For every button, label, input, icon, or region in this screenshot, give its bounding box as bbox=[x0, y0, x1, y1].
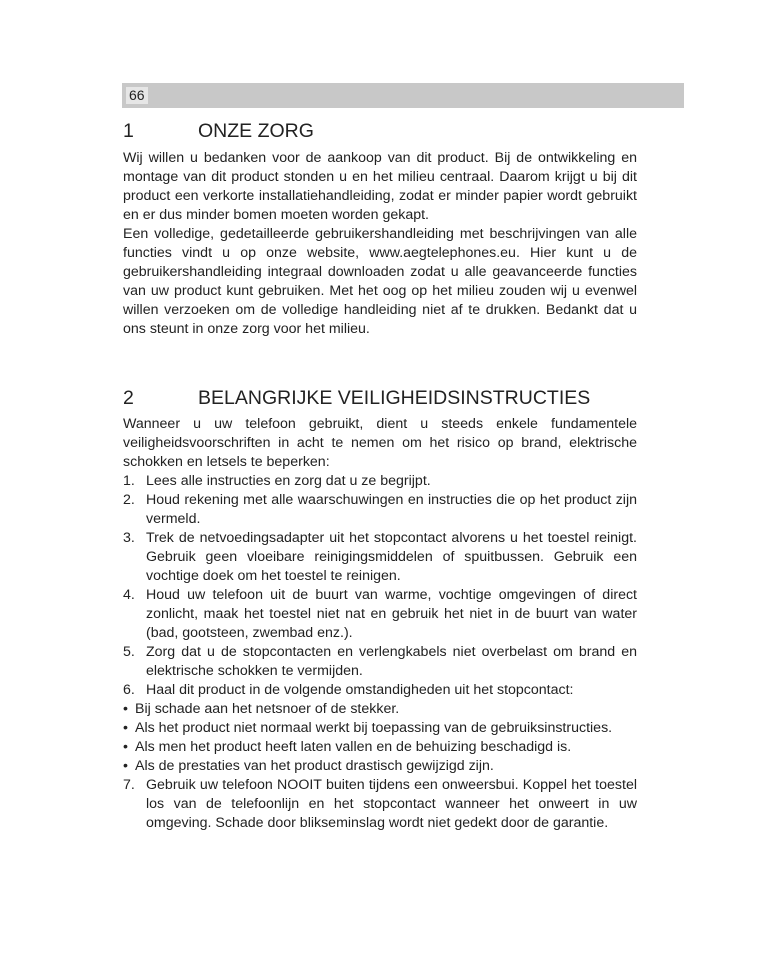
list-item bbox=[123, 491, 637, 529]
bullet-text: Als men het product heeft laten vallen en de behuizing beschadigd is. bbox=[135, 739, 572, 755]
bullet-marker: • bbox=[123, 758, 128, 774]
numbered-list bbox=[123, 472, 637, 700]
list-item bbox=[123, 776, 637, 833]
list-marker: 5. bbox=[123, 644, 135, 660]
paragraph: Een volledige, gedetailleerde gebruikershandleiding met beschrijvingen van alle functies vindt u op onze website, www.aegtelephones.eu. Hier kunt u de gebruikershandleiding integraal downloaden zodat u alle geavanceerde functies van uw product kunt gebruiken. Met het oog op het milieu zouden wij u evenwel willen verzoeken om de volledige handleiding niet af te drukken. Bedankt dat u ons steunt in onze zorg voor het milieu. bbox=[123, 226, 637, 337]
page-header-bar bbox=[122, 83, 684, 108]
list-marker: 6. bbox=[123, 682, 135, 698]
page-number: 66 bbox=[126, 87, 148, 104]
section-number: 1 bbox=[123, 120, 134, 142]
list-item-text: Haal dit product in de volgende omstandigheden uit het stopcontact: bbox=[146, 682, 574, 698]
list-marker: 3. bbox=[123, 530, 135, 546]
list-item bbox=[123, 643, 637, 681]
list-item-text: Houd uw telefoon uit de buurt van warme, vochtige omgevingen of direct zonlicht, maak het toestel niet nat en gebruik het niet in de buurt van water (bad, gootsteen, zwembad enz.). bbox=[146, 587, 637, 641]
bullet-text: Als het product niet normaal werkt bij toepassing van de gebruiksinstructies. bbox=[135, 720, 613, 736]
list-item bbox=[123, 529, 637, 586]
bullet-marker: • bbox=[123, 720, 128, 736]
paragraph: Wij willen u bedanken voor de aankoop van dit product. Bij de ontwikkeling en montage van dit product stonden u en het milieu centraal. Daarom krijgt u bij dit product een verkorte installatiehandleiding, zodat er minder papier wordt gebruikt en er dus minder bomen moeten worden gekapt. bbox=[123, 150, 637, 223]
bullet-text: Bij schade aan het netsnoer of de stekker. bbox=[135, 701, 400, 717]
section-safety-instructions bbox=[123, 387, 637, 833]
intro-paragraph: Wanneer u uw telefoon gebruikt, dient u steeds enkele fundamentele veiligheidsvoorschriften in acht te nemen om het risico op brand, elektrische schokken en letsels te beperken: bbox=[123, 416, 637, 470]
list-marker: 2. bbox=[123, 492, 135, 508]
section-title: ONZE ZORG bbox=[198, 120, 314, 142]
list-item bbox=[123, 586, 637, 643]
list-marker: 7. bbox=[123, 777, 135, 793]
bullet-item bbox=[123, 719, 637, 738]
bullet-list bbox=[123, 700, 637, 776]
bullet-item bbox=[123, 700, 637, 719]
bullet-item bbox=[123, 757, 637, 776]
bullet-item bbox=[123, 738, 637, 757]
list-item-text: Trek de netvoedingsadapter uit het stopcontact alvorens u het toestel reinigt. Gebruik geen vloeibare reinigingsmiddelen of spuitbussen. Gebruik een vochtige doek om het toestel te reinigen. bbox=[146, 530, 637, 584]
list-item bbox=[123, 472, 637, 491]
section-our-care bbox=[123, 120, 637, 339]
section-title: BELANGRIJKE VEILIGHEIDSINSTRUCTIES bbox=[198, 387, 591, 409]
list-marker: 1. bbox=[123, 473, 135, 489]
list-item-text: Lees alle instructies en zorg dat u ze begrijpt. bbox=[146, 473, 431, 489]
numbered-list-continued bbox=[123, 776, 637, 833]
list-item-text: Zorg dat u de stopcontacten en verlengkabels niet overbelast om brand en elektrische schokken te vermijden. bbox=[146, 644, 637, 679]
section-heading bbox=[123, 120, 637, 143]
list-marker: 4. bbox=[123, 587, 135, 603]
section-number: 2 bbox=[123, 387, 134, 409]
section-heading bbox=[123, 387, 637, 410]
list-item-text: Houd rekening met alle waarschuwingen en instructies die op het product zijn vermeld. bbox=[146, 492, 637, 527]
list-item-text: Gebruik uw telefoon NOOIT buiten tijdens een onweersbui. Koppel het toestel los van de telefoonlijn en het stopcontact wanneer het onweert in uw omgeving. Schade door blikseminslag wordt niet gedekt door de garantie. bbox=[146, 777, 637, 831]
bullet-text: Als de prestaties van het product drastisch gewijzigd zijn. bbox=[135, 758, 494, 774]
bullet-marker: • bbox=[123, 701, 128, 717]
bullet-marker: • bbox=[123, 739, 128, 755]
list-item bbox=[123, 681, 637, 700]
